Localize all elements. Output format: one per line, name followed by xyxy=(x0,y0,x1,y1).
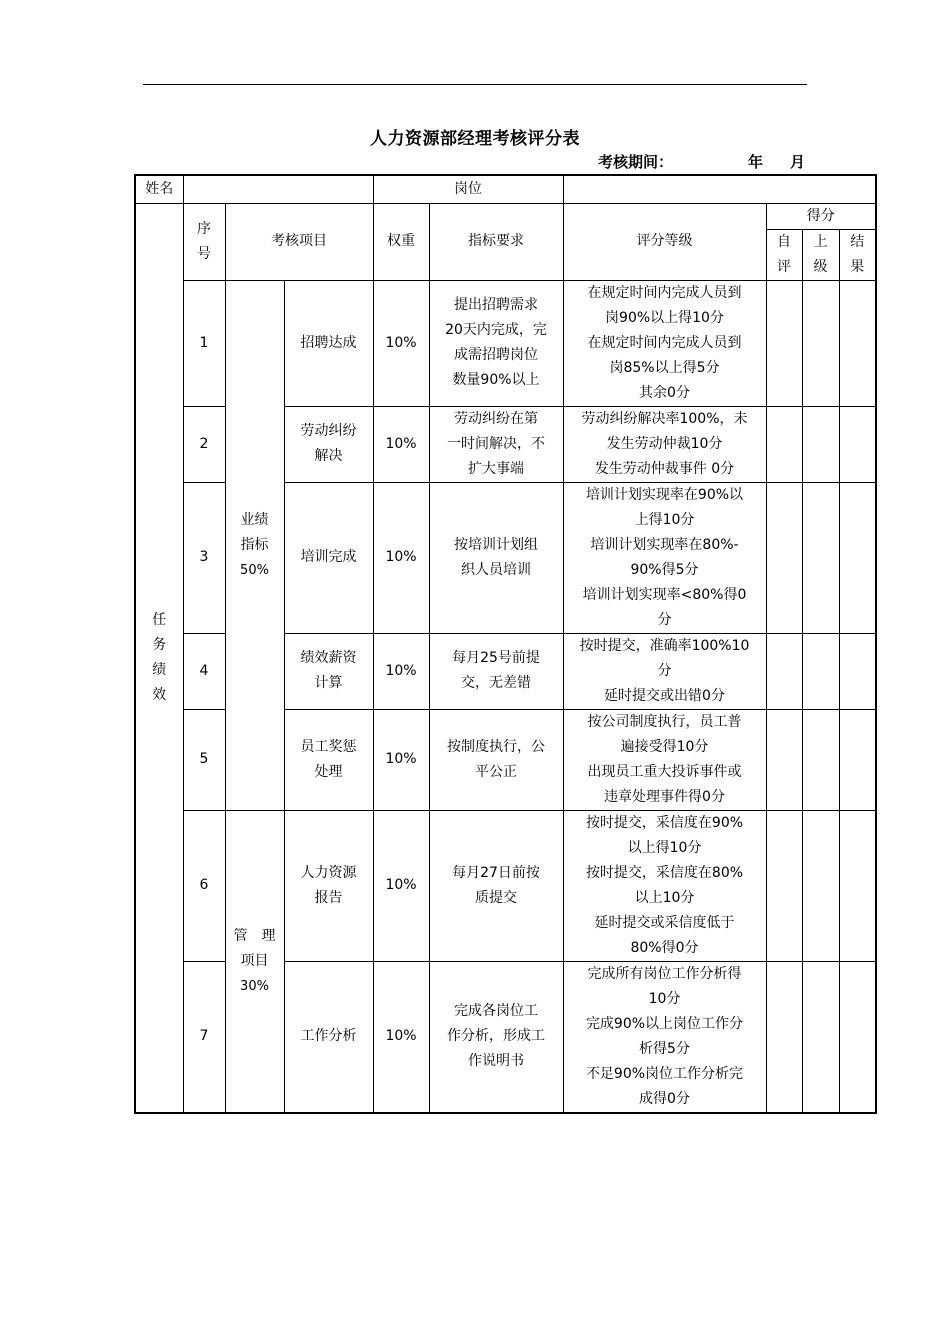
weight-cell: 10% xyxy=(373,280,429,406)
item-cell: 人力资源 报告 xyxy=(284,810,373,961)
self-score-cell[interactable] xyxy=(766,709,802,810)
grading-cell: 培训计划实现率在90%以 上得10分 培训计划实现率在80%- 90%得5分 培训计划实现率<80%得0 分 xyxy=(563,482,766,633)
superior-score-cell[interactable] xyxy=(802,633,839,709)
period-label: 考核期间： xyxy=(598,153,674,171)
col-superior-header: 上 级 xyxy=(802,229,839,280)
result-score-cell[interactable] xyxy=(839,709,876,810)
self-score-cell[interactable] xyxy=(766,406,802,482)
position-input-cell[interactable] xyxy=(563,175,876,203)
result-score-cell[interactable] xyxy=(839,961,876,1113)
requirement-cell: 每月27日前按 质提交 xyxy=(429,810,563,961)
grading-cell: 按时提交，准确率100%10 分 延时提交或出错0分 xyxy=(563,633,766,709)
page-title: 人力资源部经理考核评分表 xyxy=(370,129,580,149)
superior-score-cell[interactable] xyxy=(802,406,839,482)
item-cell: 绩效薪资 计算 xyxy=(284,633,373,709)
grading-cell: 按公司制度执行，员工普 遍接受得10分 出现员工重大投诉事件或 违章处理事件得0分 xyxy=(563,709,766,810)
name-input-cell[interactable] xyxy=(183,175,373,203)
superior-score-cell[interactable] xyxy=(802,482,839,633)
seq-cell: 5 xyxy=(183,709,225,810)
col-result-header: 结 果 xyxy=(839,229,876,280)
requirement-cell: 完成各岗位工 作分析，形成工 作说明书 xyxy=(429,961,563,1113)
weight-cell: 10% xyxy=(373,482,429,633)
seq-cell: 2 xyxy=(183,406,225,482)
col-self-header: 自 评 xyxy=(766,229,802,280)
col-weight-header: 权重 xyxy=(373,203,429,280)
result-score-cell[interactable] xyxy=(839,406,876,482)
superior-score-cell[interactable] xyxy=(802,810,839,961)
grading-cell: 完成所有岗位工作分析得 10分 完成90%以上岗位工作分 析得5分 不足90%岗位工作分析完 成得0分 xyxy=(563,961,766,1113)
name-row xyxy=(135,175,876,203)
seq-cell: 6 xyxy=(183,810,225,961)
name-label: 姓名 xyxy=(135,175,183,203)
col-score-header: 得分 xyxy=(766,203,876,229)
result-score-cell[interactable] xyxy=(839,280,876,406)
top-rule xyxy=(143,84,807,85)
requirement-cell: 提出招聘需求 20天内完成，完 成需招聘岗位 数量90%以上 xyxy=(429,280,563,406)
item-cell: 员工奖惩 处理 xyxy=(284,709,373,810)
self-score-cell[interactable] xyxy=(766,482,802,633)
assessment-table xyxy=(134,174,877,1114)
result-score-cell[interactable] xyxy=(839,810,876,961)
weight-cell: 10% xyxy=(373,406,429,482)
table-row xyxy=(135,810,876,961)
self-score-cell[interactable] xyxy=(766,280,802,406)
result-score-cell[interactable] xyxy=(839,633,876,709)
item-cell: 招聘达成 xyxy=(284,280,373,406)
self-score-cell[interactable] xyxy=(766,810,802,961)
superior-score-cell[interactable] xyxy=(802,709,839,810)
weight-cell: 10% xyxy=(373,633,429,709)
col-item-header: 考核项目 xyxy=(225,203,373,280)
seq-cell: 7 xyxy=(183,961,225,1113)
superior-score-cell[interactable] xyxy=(802,961,839,1113)
item-cell: 培训完成 xyxy=(284,482,373,633)
result-score-cell[interactable] xyxy=(839,482,876,633)
header-row-1 xyxy=(135,203,876,229)
col-requirement-header: 指标要求 xyxy=(429,203,563,280)
section-label: 任 务 绩 效 xyxy=(135,203,183,1113)
group-label-performance: 业绩 指标 50% xyxy=(225,280,284,810)
self-score-cell[interactable] xyxy=(766,961,802,1113)
requirement-cell: 按制度执行，公 平公正 xyxy=(429,709,563,810)
seq-cell: 4 xyxy=(183,633,225,709)
table-row xyxy=(135,280,876,406)
grading-cell: 劳动纠纷解决率100%，未 发生劳动仲裁10分 发生劳动仲裁事件 0分 xyxy=(563,406,766,482)
seq-cell: 1 xyxy=(183,280,225,406)
item-cell: 工作分析 xyxy=(284,961,373,1113)
col-seq-header: 序 号 xyxy=(183,203,225,280)
position-label: 岗位 xyxy=(373,175,563,203)
month-label: 月 xyxy=(790,153,806,171)
self-score-cell[interactable] xyxy=(766,633,802,709)
weight-cell: 10% xyxy=(373,709,429,810)
weight-cell: 10% xyxy=(373,810,429,961)
grading-cell: 按时提交，采信度在90% 以上得10分 按时提交，采信度在80% 以上10分 延时提交或采信度低于 80%得0分 xyxy=(563,810,766,961)
requirement-cell: 按培训计划组 织人员培训 xyxy=(429,482,563,633)
requirement-cell: 每月25号前提 交，无差错 xyxy=(429,633,563,709)
superior-score-cell[interactable] xyxy=(802,280,839,406)
grading-cell: 在规定时间内完成人员到 岗90%以上得10分 在规定时间内完成人员到 岗85%以上得5分 其余0分 xyxy=(563,280,766,406)
seq-cell: 3 xyxy=(183,482,225,633)
col-grading-header: 评分等级 xyxy=(563,203,766,280)
item-cell: 劳动纠纷 解决 xyxy=(284,406,373,482)
group-label-management: 管 理 项目 30% xyxy=(225,810,284,1113)
year-label: 年 xyxy=(748,153,764,171)
requirement-cell: 劳动纠纷在第 一时间解决，不 扩大事端 xyxy=(429,406,563,482)
weight-cell: 10% xyxy=(373,961,429,1113)
